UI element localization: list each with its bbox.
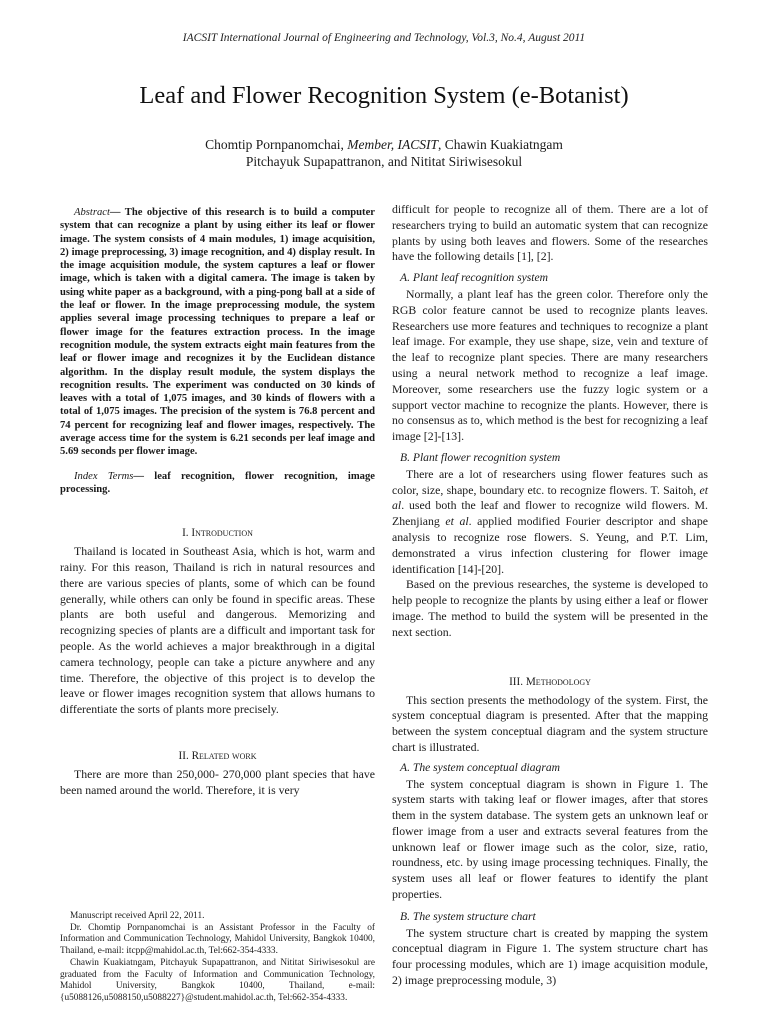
flower-recognition-paragraph: There are a lot of researchers using flower features such as color, size, shape, boundary etc. to recognize flowers. T. Saitoh, et al. used both the leaf and flower to recognize wild flowers. M. Zhenjiang et al. applied modified Fourier descriptor and shape analysis to recognize rose flowers. S. Yeung, and P.T. Lim, demonstrated a virus infection clustering for flower image identification [14]-[20].: [392, 466, 709, 576]
journal-header: IACSIT International Journal of Engineering and Technology, Vol.3, No.4, August 2011: [182, 32, 586, 44]
conceptual-diagram-paragraph: The system conceptual diagram is shown in Figure 1. The system starts with taking leaf or flower images, after that stores them in the system database. The system gets an unknown leaf or flower image from a user and extracts several features from the unknown leaf or flower image such as the color, size, ratio, roundness, etc. by using image processing techniques. Finally, the system uses all leaf or flower features to identify the plant properties.: [392, 776, 708, 902]
abstract: Abstract— The objective of this research is to build a computer system that can recognize a plant by using either its leaf or flower image. The system consists of 4 main modules, 1) image acquisition, 2) image preprocessing, 3) image recognition, and 4) display result. In the image acquisition module, the system captures a leaf or flower image, which is taken with a digital camera. The image is taken by using white paper as a background, with a ping-pong ball at a side of the leaf or flower. In the image preprocessing module, the system applies several image processing techniques to prepare a leaf or flower image for the features extraction process. In the image recognition module, the system extracts eight main features from the leaf or flower image and recognizes it by the Euclidean distance algorithm. In the display result module, the system displays the recognition results. The experiment was conducted on 30 kinds of leaves with a total of 1,075 images, and 30 kinds of flowers with a total of 1,075 images. The precision of the system is 76.8 percent and 74 percent for recognizing leaf and flower images, respectively. The average access time for the system is 6.21 seconds per leaf image and 5.69 seconds per flower image.: [60, 207, 375, 458]
footnote-author-1: Dr. Chomtip Pornpanomchai is an Assistant Professor in the Faculty of Information and Communication Technology, Mahidol University, Bangkok 10400, Thailand, e-mail: itcpp@mahidol.ac.th, Tel:662-354-4333.: [60, 922, 375, 957]
section-heading-introduction: I. Introduction: [182, 527, 253, 540]
section-heading-related-work: II. Related work: [178, 750, 257, 762]
author-line-1: Chomtip Pornpanomchai, Member, IACSIT, Chawin Kuakiatngam: [205, 137, 563, 152]
footnotes: [60, 911, 375, 1005]
footnote-received: Manuscript received April 22, 2011.: [70, 911, 205, 921]
structure-chart-paragraph: The system structure chart is created by mapping the system conceptual diagram in Figure 1. The system structure chart has four processing modules, which are 1) image acquisition module, 2) image preprocessing module, 3): [392, 925, 708, 988]
subsection-heading-leaf: A. Plant leaf recognition system: [400, 271, 549, 285]
right-column: [392, 202, 708, 989]
subsection-heading-structure-chart: B. The system structure chart: [400, 909, 536, 923]
section-heading-methodology: III. Methodology: [509, 675, 591, 688]
author-line-2: Pitchayuk Supapattranon, and Nititat Siriwisesokul: [245, 154, 523, 169]
subsection-heading-flower: B. Plant flower recognition system: [400, 450, 561, 464]
introduction-paragraph: Thailand is located in Southeast Asia, which is hot, warm and rainy. For this reason, Thailand is rich in natural resources and there are various species of plants, some of which can be found generally, while others can only be found in specific areas. These plants are both useful and dangerous. Memorizing and recognizing species of plants are a difficult and important task for people. As the world achieves a major breakthrough in a digital camera technology, people can take a picture anywhere and any time. Therefore, the objective of this project is to develop the leave or flower images recognition system that allows humans to differentiate the sorts of plants more precisely.: [60, 544, 375, 717]
related-work-continued: difficult for people to recognize all of them. There are a lot of researchers trying to build an automatic system that can recognize plants by using both leaves and flowers. Some of the researches have the following details [1], [2].: [392, 202, 708, 264]
author-list: [0, 136, 768, 170]
paper-title: Leaf and Flower Recognition System (e-Botanist): [139, 82, 629, 109]
subsection-heading-conceptual-diagram: A. The system conceptual diagram: [400, 760, 561, 774]
left-column: [60, 206, 375, 799]
related-work-paragraph: There are more than 250,000- 270,000 plant species that have been named around the world. Therefore, it is very: [60, 767, 375, 797]
footnote-authors-2: Chawin Kuakiatngam, Pitchayuk Supapattranon, and Nititat Siriwisesokul are graduated from the Faculty of Information and Communication Technology, Mahidol University, Bangkok 10400, Thailand, e-mail:{u5088126,u5088150,u5088227}@student.mahidol.ac.th, Tel:662-354-4333.: [60, 957, 375, 1003]
methodology-paragraph: This section presents the methodology of the system. First, the system conceptual diagram is presented. After that the mapping between the system conceptual diagram and the system structure chart is illustrated.: [392, 692, 708, 754]
flower-recognition-paragraph-2: Based on the previous researches, the systeme is developed to help people to recognize the plants by using either a leaf or flower image. The method to build the system will be presented in the next section.: [392, 577, 708, 639]
index-terms: Index Terms— leaf recognition, flower recognition, image processing.: [60, 470, 375, 495]
leaf-recognition-paragraph: Normally, a plant leaf has the green color. Therefore only the RGB color feature cannot be used to recognize plants leaves. Researchers use more features and techniques to recognize a plant leaf image. For example, they use shape, size, vein and texture of the leaf to recognize plant species. There are many researchers using a neural network method to recognize a leaf image. Moreover, some researchers use the fuzzy logic system or a support vector machine to recognize the plants. However, there is no consensus as to, which method is the best for recognizing a leaf image [2]-[13].: [392, 286, 708, 444]
